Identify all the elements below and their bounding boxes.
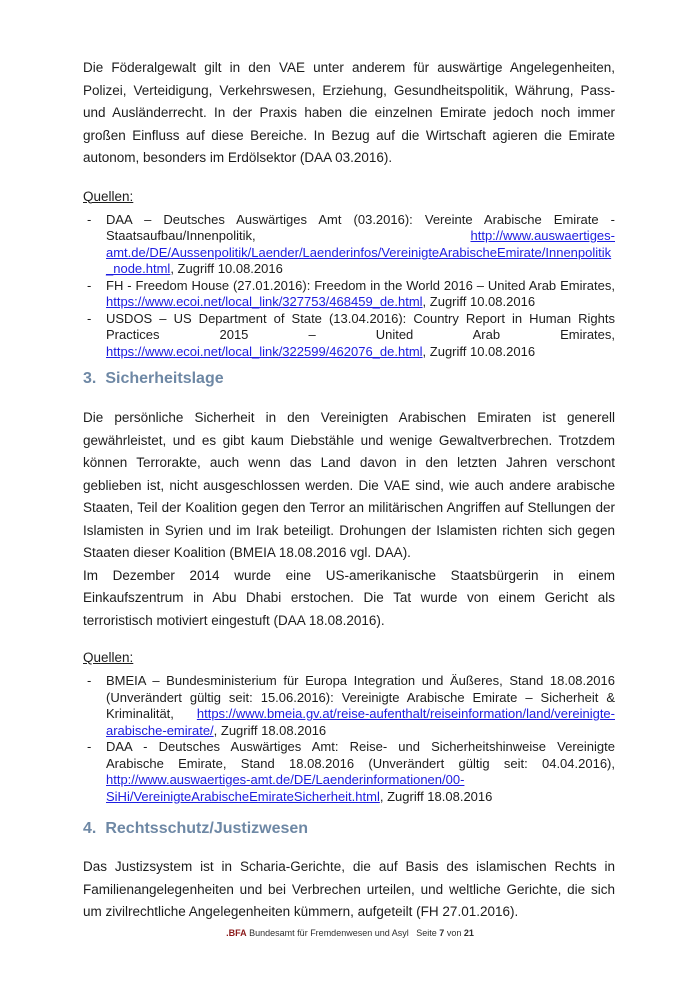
source-text: , Zugriff 10.08.2016 <box>422 343 536 359</box>
source-text: , Zugriff 10.08.2016 <box>170 261 283 276</box>
source-list-2 <box>83 673 615 805</box>
source-item <box>83 278 615 311</box>
source-link[interactable]: https://www.bmeia.gv.at/reise-aufenthalt/reiseinformation/land/vereinigte-arabische-emirate/ <box>106 706 615 738</box>
page-footer <box>0 928 700 939</box>
source-text: , Zugriff 18.08.2016 <box>379 788 493 804</box>
paragraph-security-2: Im Dezember 2014 wurde eine US-amerikanische Staatsbürgerin in einem Einkaufszentrum in Abu Dhabi erstochen. Die Tat wurde von einem Gericht als terroristisch motiviert eingestuft (DAA 18.08.2016). <box>83 567 615 628</box>
section-title: Sicherheitslage <box>105 370 224 387</box>
sources-label-1 <box>83 188 615 205</box>
source-link[interactable]: https://www.ecoi.net/local_link/327753/468459_de.html <box>106 294 423 309</box>
paragraph-justice: Das Justizsystem ist in Scharia-Gerichte, die auf Basis des islamischen Rechts in Familienangelegenheiten und bei Verbrechen urteilen, und weltliche Gerichte, die sich um zivilrechtliche Angelegenheiten kümmern, aufgeteilt (FH 27.01.2016). <box>83 859 615 919</box>
bullet-dash: - <box>87 673 92 688</box>
section-number: 3. <box>83 370 97 387</box>
footer-von-label: von <box>446 928 462 938</box>
footer-page-number: 7 <box>439 928 445 938</box>
section-title: Rechtsschutz/Justizwesen <box>105 820 309 837</box>
bullet-dash: - <box>87 739 92 754</box>
sources-label-text: Quellen: <box>83 650 134 665</box>
source-item <box>83 673 615 739</box>
bfa-logo: .BFA <box>226 928 247 938</box>
source-item <box>83 311 615 361</box>
source-text: USDOS – US Department of State (13.04.2016): Country Report in Human Rights Practices 2015 – United Arab Emirates, <box>106 310 615 342</box>
section-heading-rechtsschutz <box>83 819 615 839</box>
bullet-dash: - <box>87 310 92 326</box>
footer-page-total: 21 <box>463 928 474 938</box>
paragraph-security-1: Die persönliche Sicherheit in den Vereinigten Arabischen Emiraten ist generell gewährleistet, und es gibt kaum Diebstähle und wenige Gewaltverbrechen. Trotzdem können Terrorakte, auch wenn das Land davon in den letzten Jahren verschont geblieben ist, nicht ausgeschlossen werden. Die VAE sind, wie auch andere arabische Staaten, Teil der Koalition gegen den Terror an militärischen Angriffen auf Stellungen der Islamisten in Syrien und im Irak beteiligt. Drohungen der Islamisten richten sich gegen Staaten dieser Koalition (BMEIA 18.08.2016 vgl. DAA). <box>83 410 615 560</box>
bullet-dash: - <box>87 211 92 227</box>
sources-label-text: Quellen: <box>83 188 134 204</box>
source-text: , Zugriff 18.08.2016 <box>213 722 327 738</box>
footer-org-name: Bundesamt für Fremdenwesen und Asyl <box>249 928 409 938</box>
bullet-dash: - <box>87 277 92 293</box>
section-number: 4. <box>83 820 97 837</box>
paragraph-federal-power: Die Föderalgewalt gilt in den VAE unter anderem für auswärtige Angelegenheiten, Polizei, Verteidigung, Verkehrswesen, Erziehung, Gesundheitspolitik, Währung, Pass- und Ausländerrecht. In der Praxis haben die einzelnen Emirate jedoch noch immer großen Einfluss auf diese Bereiche. In Bezug auf die Wirtschaft agieren die Emirate autonom, besonders im Erdölsektor (DAA 03.2016). <box>83 60 615 165</box>
source-link[interactable]: http://www.auswaertiges-amt.de/DE/Laenderinformationen/00-SiHi/VereinigteArabischeEmirateSicherheit.html <box>106 772 465 804</box>
source-list-1 <box>83 212 615 361</box>
sources-label-2 <box>83 649 615 666</box>
source-text: , Zugriff 10.08.2016 <box>422 294 536 309</box>
footer-page-label: Seite <box>416 928 437 938</box>
source-item <box>83 212 615 278</box>
source-text: DAA – Deutsches Auswärtiges Amt (03.2016): Vereinte Arabische Emirate - Staatsaufbau/Innenpolitik, <box>106 211 615 243</box>
section-heading-sicherheitslage <box>83 369 615 389</box>
source-link[interactable]: http://www.auswaertiges-amt.de/DE/Aussenpolitik/Laender/Laenderinfos/VereinigteArabischeEmirate/Innenpolitik_node.html <box>106 228 615 276</box>
source-text: DAA - Deutsches Auswärtiges Amt: Reise- und Sicherheitshinweise Vereinigte Arabische Emirate, Stand 18.08.2016 (Unverändert gültig seit: 04.04.2016), <box>106 739 615 771</box>
source-item <box>83 739 615 805</box>
source-text: BMEIA – Bundesministerium für Europa Integration und Äußeres, Stand 18.08.2016 (Unverändert gültig seit: 15.06.2016): Vereinigte Arabische Emirate – Sicherheit & Kriminalität, <box>106 673 615 721</box>
source-text: FH - Freedom House (27.01.2016): Freedom in the World 2016 – United Arab Emirates, <box>106 277 615 293</box>
source-link[interactable]: https://www.ecoi.net/local_link/322599/462076_de.html <box>106 343 423 359</box>
